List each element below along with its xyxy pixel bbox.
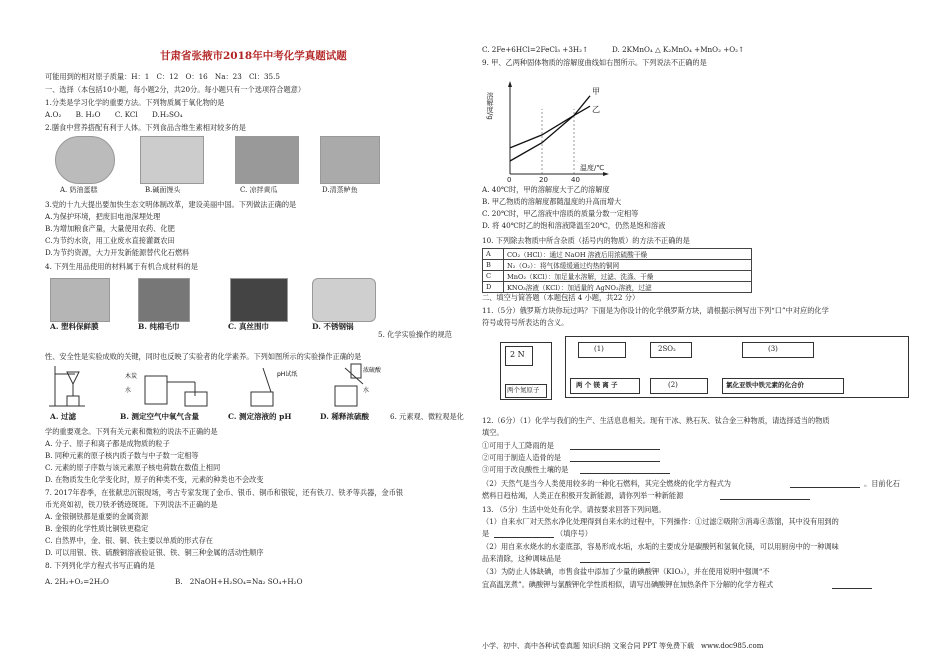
q4-caption-d: D. 不锈钢锅 [312,322,354,331]
steel-pot-image [312,278,376,322]
q12-blank-3[interactable] [580,473,670,474]
section-2-heading: 二、填空与简答题（本题包括 4 小题，共22 分） [482,293,640,302]
symbol-2: 2SO₂ [658,345,676,353]
q7-option-d: D. 可以用银、铁、硫酸铜溶液验证银、铁、铜三种金属的活动性顺序 [45,548,264,557]
series-curve-1 [510,106,590,148]
table-row [483,271,752,282]
plastic-wrap-image [50,278,110,322]
page-title: 甘肃省张掖市2018年中考化学真题试题 [160,50,347,62]
q6-option-c: C. 元素的原子序数与该元素原子核电荷数在数值上相同 [45,463,221,472]
q12-blank-5[interactable] [720,499,810,500]
ph-paper-label: pH试纸 [277,371,298,378]
q12-blank-4[interactable] [790,487,860,488]
q10-text-a: CO₂（HCl）：通过 NaOH 溶液后用浓硫酸干燥 [504,249,752,260]
q2-caption-d: D.清蒸鲈鱼 [322,186,358,194]
q8-option-d: D. 2KMnO₄ △ K₂MnO₄ +MnO₂ +O₂↑ [612,45,745,54]
q5-caption-d: D. 稀释浓硫酸 [320,412,369,421]
q10-text-b: N₂（O₂）：将气体缓缓通过灼热的铜网 [504,260,752,271]
conc-sulfuric-label: 浓硫酸 [363,367,382,374]
q13-part-1-b: 是 [482,529,490,538]
q10-label-a: A [483,249,504,260]
q6-option-d: D. 在物质发生化学变化时，原子的种类不变，元素的种类也不会改变 [45,475,264,484]
q12-blank-2[interactable] [570,461,660,462]
q12-item-1: ①可用于人工降雨的是 [482,441,554,450]
x-tick-label: 0 [507,176,512,184]
ph-measurement-apparatus [251,368,273,406]
oxygen-measurement-apparatus [145,376,207,406]
q13-part-3-b: 宜高温烹煮”。碘酸钾与氯酸钾化学性质相似，请写出碘酸钾在加热条件下分解的化学方程式 [482,580,774,589]
q2-caption-a: A. 奶油蛋糕 [60,186,98,194]
question-7: 7. 2017年春季，在张献忠沉银现场，考古专家发现了金币、银币、铜币和银锭，还有铁刀、铁矛等兵器，金币银 [45,488,404,497]
charcoal-label: 木炭 [125,373,138,380]
q10-text-c: MnO₂（KCl）：加足量水溶解，过滤、洗涤、干燥 [504,271,752,282]
q6-option-b: B. 同种元素的原子核内质子数与中子数一定相等 [45,451,199,460]
q13-part-1: （1）自来水厂对天然水净化处理得到自来水的过程中，下列操作：①过滤②吸附③消毒④蒸馏，其中没有用到的 [482,517,839,526]
question-8: 8. 下列列化学方程式书写正确的是 [45,561,155,570]
q9-option-a: A. 40℃时，甲的溶解度大于乙的溶解度 [482,185,610,194]
q5-caption-c: C. 测定溶液的 pH [228,412,292,421]
filtration-apparatus [49,366,85,406]
q9-option-d: D. 将 40℃时乙的饱和溶液降温至20℃，仍然是饱和溶液 [482,221,666,230]
question-2: 2.膳食中营养搭配有利于人体。下列食品含维生素相对较多的是 [45,123,246,132]
silk-scarf-image [230,278,288,322]
q7-option-c: C. 自然界中，金、银、铜、铁主要以单质的形式存在 [45,536,213,545]
q10-options-table [482,248,752,293]
solubility-chart [488,78,628,182]
answer-2-blank: (2) [668,381,678,389]
fish-image [320,136,380,184]
q13-part-2-b: 品来清除，这种调味品是 [482,554,562,563]
q13-blank-1[interactable] [494,537,554,538]
cucumber-image [235,136,299,184]
q13-blank-3[interactable] [832,588,872,589]
q12-item-2: ②可用于制造人造骨的是 [482,453,562,462]
dilution-apparatus [335,364,363,406]
answer-2-cell [650,378,708,394]
water-label-d: 水 [363,387,370,394]
x-tick-label: 20 [539,176,548,184]
section-1-heading: 一、选择（本包括10小题，每小题2分，共20分。每小题只有一个选项符合题意） [45,85,306,94]
bun-image [140,136,204,184]
q13-blank-2[interactable] [580,562,650,563]
q12-blank-1[interactable] [570,449,660,450]
question-5-start: 5. 化学实验操作的规范 [378,330,452,339]
q10-label-d: D [483,282,504,293]
table-row [483,249,752,260]
q12-part-2: （2）天然气是当今人类使用较多的一种化石燃料，其完全燃烧的化学方程式为 [482,479,731,488]
q12-item-3: ③可用于改良酸性土壤的是 [482,465,569,474]
q10-text-d: KNO₃溶液（KCl）：加适量的 AgNO₃溶液，过滤 [504,282,752,293]
y-axis-label: 溶解度/g [486,92,494,120]
table-row [483,260,752,271]
table-row [483,282,752,293]
answer-3-blank: (3) [768,345,778,353]
q3-option-c: C.为节约水资，用工业废水直接灌溉农田 [45,236,175,245]
footer-note: 小学、初中、高中各种试卷真题 知识归纳 文案合同 PPT 等免费下载 www.doc985.com [482,642,764,650]
q8-option-b: B. 2NaOH+H₂SO₄=Na₂ SO₄+H₂O [175,577,303,586]
q13-part-2: （2）用自来水烧水的水壶底部，容易形成水垢，水垢的主要成分是碳酸钙和氢氧化镁，可以用厨房中的一种调味 [482,542,839,551]
question-4: 4. 下列生用品使用的材料属于有机合成材料的是 [45,262,198,271]
question-11: 11.（5分）俄罗斯方块你玩过吗？下面是为你设计的化学俄罗斯方块，请根据示例写出下列“口”中对应的化学 [482,306,829,315]
question-3: 3.党的十九大提出要加快生态文明体制改革，建设美丽中国。下列做法正确的是 [45,200,297,209]
q10-label-b: B [483,260,504,271]
q9-option-b: B. 甲乙物质的溶解度都随温度的升高而增大 [482,197,622,206]
question-6-text: 学的重要观念。下列有关元素和微粒的说法不正确的是 [45,427,218,436]
example-symbol: 2 N [510,350,525,359]
atomic-mass-note: 可能用到的相对原子质量：H：1 C：12 O：16 Na：23 Cl：35.5 [45,72,280,81]
question-9: 9. 甲、乙两种固体物质的溶解度曲线如右图所示。下列说法不正确的是 [482,58,707,67]
q4-caption-a: A. 塑料保鲜膜 [50,322,99,331]
question-1-options: A.O₂ B. H₂O C. KCl D.H₂SO₄ [45,110,183,119]
q4-caption-c: C. 真丝围巾 [228,322,270,331]
answer-1-blank: (1) [594,345,604,353]
q9-option-c: C. 20℃时，甲乙溶液中溶质的质量分数一定相等 [482,209,639,218]
question-12-line2: 填空。 [482,428,504,437]
water-label-b: 水 [125,387,132,394]
lab-apparatus-figure [45,362,385,410]
q12-part-3: 燃料日趋枯竭，人类正在积极开发新能源，请你列举一种新能源 [482,491,684,500]
q2-caption-b: B.碱面馒头 [145,186,181,194]
q13-part-3: （3）为防止人体缺碘，市售食盐中添加了少量的碘酸钾（KIO₃），并在使用说明中强调“不 [482,567,770,576]
question-10: 10. 下列除去物质中所含杂质（括号内的物质）的方法不正确的是 [482,236,690,245]
q6-option-a: A. 分子、原子和离子都是成物质的粒子 [45,439,170,448]
question-6-start: 6. 元素观、微粒观是化 [390,412,464,421]
question-5-text: 性、安全性是实验成败的关键，同时也反映了实验者的化学素养。下列如图所示的实验操作正确的是 [45,352,362,361]
q12-part-2-end: 。目前化石 [864,479,900,488]
q3-option-d: D.为节约资源，大力开发新能源替代化石燃料 [45,248,190,257]
towel-image [138,278,190,322]
question-12: 12.（6分）（1）化学与我们的生产、生活息息相关。现有干冰、熟石灰、钛合金三种物质，请选择适当的物质 [482,416,830,425]
x-axis-label: 温度/℃ [580,164,605,172]
q4-caption-b: B. 纯棉毛巾 [138,322,180,331]
series-curve-0 [510,96,590,161]
question-1: 1.分类是学习化学的重要方法。下列物质属于氧化物的是 [45,98,225,107]
q8-option-a: A. 2H₂+O₂=2H₂O [45,577,109,586]
series-label-1: 乙 [592,105,600,115]
q5-caption-a: A. 过滤 [50,412,77,421]
meaning-1: 两 个 镁 离 子 [576,381,618,389]
q7-option-a: A. 金银铜铁都是重要的金属资源 [45,512,149,521]
q2-caption-c: C. 凉拌黄瓜 [240,186,278,194]
q5-caption-b: B. 测定空气中氧气含量 [120,412,200,421]
example-meaning: 两个氮原子 [507,386,540,394]
q13-part-1-c: （填序号） [556,529,592,538]
q3-option-a: A.为保护环境，把废旧电池深埋处理 [45,212,161,221]
q10-label-c: C [483,271,504,282]
q3-option-b: B.为增加粮食产量，大量使用农药、化肥 [45,224,175,233]
question-7-line2: 币光亮如初，铁刀铁矛锈迹斑斑。下列说法不正确的是 [45,500,218,509]
q8-option-c: C. 2Fe+6HCl=2FeCl₃ +3H₂↑ [482,45,589,54]
x-tick-label: 40 [571,176,580,184]
q7-option-b: B. 金银的化学性质比铜铁更稳定 [45,524,149,533]
question-11-line2: 符号或符号所表达的含义。 [482,318,569,327]
meaning-3: 氯化亚铁中铁元素的化合价 [726,381,804,389]
cake-image [55,136,115,184]
series-label-0: 甲 [592,86,600,96]
question-13: 13. （5分）生活中处处有化学。请按要求回答下列问题。 [482,505,666,514]
answer-3-cell [742,342,814,358]
